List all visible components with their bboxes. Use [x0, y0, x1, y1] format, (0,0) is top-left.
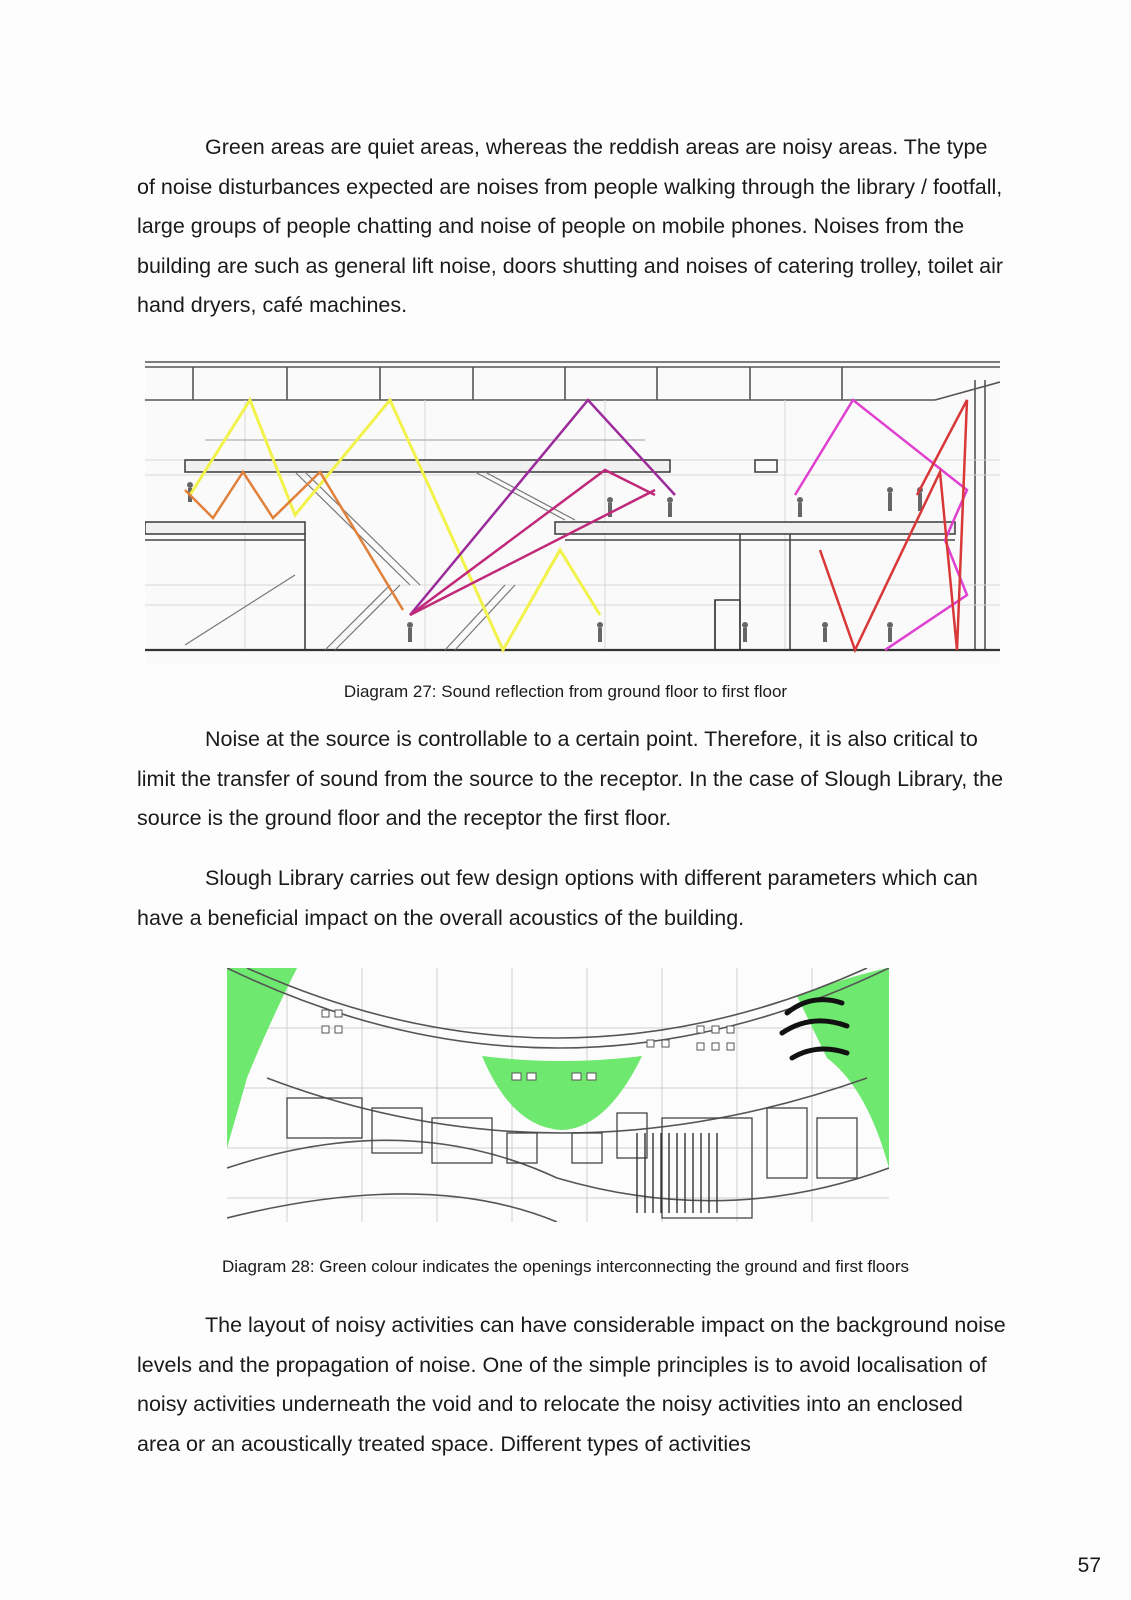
diagram-28-floor-plan-openings: [227, 968, 889, 1222]
page-number: 57: [1077, 1554, 1101, 1577]
paragraph-noise-areas: Green areas are quiet areas, whereas the reddish areas are noisy areas. The type of noise disturbances expected are noises from people walking through the library / footfall, large groups of people chatting and noise of people on mobile phones. Noises from the building are such as general lift noise, doors shutting and noises of catering trolley, toilet air hand dryers, café machines.: [137, 135, 1004, 317]
paragraph-noise-transfer: Noise at the source is controllable to a certain point. Therefore, it is also critical to limit the transfer of sound from the source to the receptor. In the case of Slough Library, the source is the ground floor and the receptor the first floor.: [137, 727, 1004, 830]
diagram-27-caption: Diagram 27: Sound reflection from ground floor to first floor: [343, 682, 788, 701]
diagram-28-caption: Diagram 28: Green colour indicates the openings interconnecting the ground and first floors: [221, 1257, 909, 1276]
diagram-27-sound-reflection-section: [145, 360, 1000, 665]
paragraph-design-options: Slough Library carries out few design options with different parameters which can have a beneficial impact on the overall acoustics of the building.: [137, 866, 978, 930]
paragraph-noisy-activities-layout: The layout of noisy activities can have considerable impact on the background noise levels and the propagation of noise. One of the simple principles is to avoid localisation of noisy activities underneath the void and to relocate the noisy activities into an enclosed area or an acoustically treated space. Different types of activities: [137, 1313, 1006, 1456]
